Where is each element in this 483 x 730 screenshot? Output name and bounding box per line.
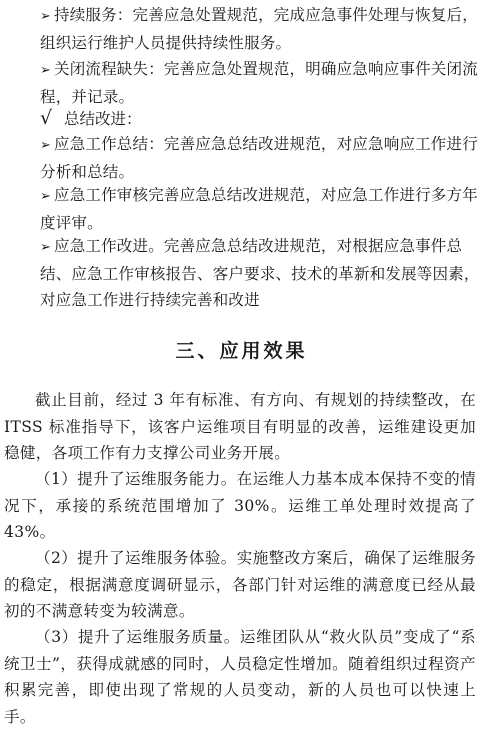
paragraph-experience: （2）提升了运维服务体验。实施整改方案后，确保了运维服务的稳定，根据满意度调研显示，各部门针对运维的满意度已经从最初的不满意转变为较满意。 [4,549,476,620]
arrow-bullet-icon: ➢ [40,63,52,78]
bullet-work-review [40,182,480,236]
bullet-close-process [40,56,480,110]
bullet-text: 应急工作总结：完善应急总结改进规范，对应急响应工作进行分析和总结。 [40,135,478,181]
bullet-text: 关闭流程缺失：完善应急处置规范，明确应急响应事件关闭流程，并记录。 [40,60,478,106]
bullet-text: 应急工作改进。完善应急总结改进规范，对根据应急事件总结、应急工作审核报告、客户要求、技术的革新和发展等因素，对应急工作进行持续完善和改进 [40,237,480,309]
check-summary-improvement [40,105,142,132]
bullet-work-improvement [40,233,480,313]
paragraph-intro: 截止目前，经过 3 年有标准、有方向、有规划的持续整改，在 ITSS 标准指导下，该客户运维项目有明显的改善，运维建设更加稳健，各项工作有力支撑公司业务开展。 [4,391,476,462]
paragraph-capability: （1）提升了运维服务能力。在运维人力基本成本保持不变的情况下，承接的系统范围增加了 30%。运维工单处理时效提高了 43%。 [4,470,476,541]
check-item-text: 总结改进： [64,110,142,128]
arrow-bullet-icon: ➢ [40,240,52,255]
arrow-bullet-icon: ➢ [40,138,52,153]
bullet-text: 应急工作审核完善应急总结改进规范，对应急工作进行多方年度评审。 [40,186,478,232]
bullet-continuous-service [40,2,480,56]
paragraph-quality: （3）提升了运维服务质量。运维团队从“救火队员”变成了“系统卫士”，获得成就感的同时，人员稳定性增加。随着组织过程资产积累完善，即使出现了常规的人员变动，新的人员也可以快速上手。 [4,628,476,726]
check-mark-icon: √ [40,107,53,129]
arrow-bullet-icon: ➢ [40,189,52,204]
bullet-work-summary [40,131,480,185]
section-title: 三、应用效果 [175,340,308,362]
arrow-bullet-icon: ➢ [40,9,52,24]
bullet-text: 持续服务：完善应急处置规范，完成应急事件处理与恢复后，组织运行维护人员提供持续性服务。 [40,6,478,52]
